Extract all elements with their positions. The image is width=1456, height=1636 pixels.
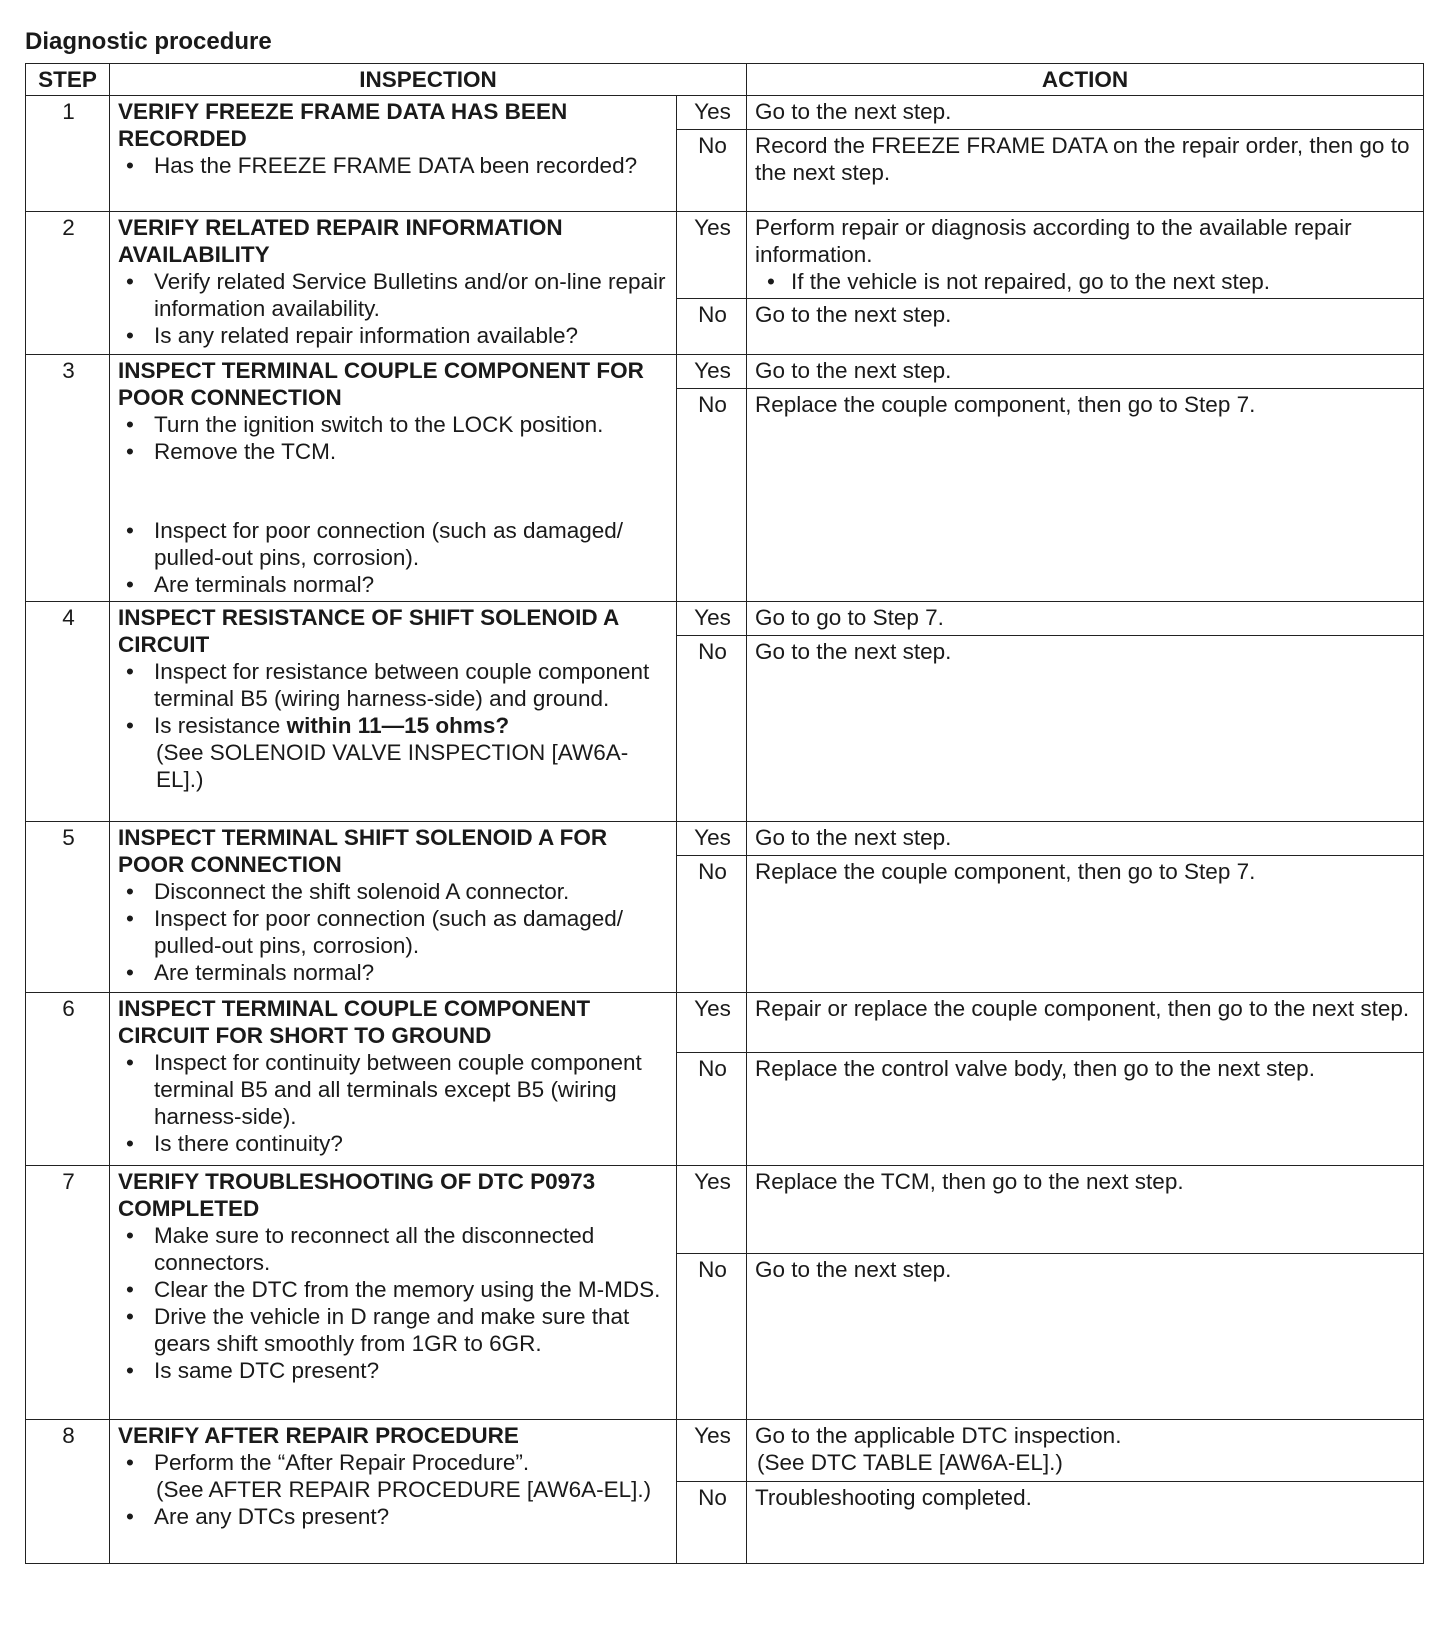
inspection-item: • Has the FREEZE FRAME DATA been recorded? — [154, 152, 670, 179]
reference-link[interactable]: (See DTC TABLE [AW6A-EL].) — [757, 1450, 1063, 1475]
no-label: No — [677, 389, 747, 602]
inspection-item: • Is any related repair information available? — [154, 322, 670, 349]
inspection-cell — [110, 602, 677, 822]
question-bold: within 11—15 ohms? — [286, 713, 510, 738]
table-row — [26, 1420, 1424, 1482]
step-number: 3 — [26, 355, 110, 602]
yes-action — [747, 1420, 1424, 1482]
yes-label: Yes — [677, 602, 747, 636]
inspection-cell — [110, 1420, 677, 1564]
inspection-cell — [110, 212, 677, 355]
no-action: Replace the couple component, then go to Step 7. — [747, 389, 1424, 602]
inspection-item: • Are terminals normal? — [154, 959, 670, 986]
inspection-cell — [110, 355, 677, 602]
no-label: No — [677, 1482, 747, 1564]
yes-action: Go to the next step. — [747, 822, 1424, 856]
step-number: 4 — [26, 602, 110, 822]
no-label: No — [677, 1053, 747, 1166]
yes-label: Yes — [677, 822, 747, 856]
table-row — [26, 822, 1424, 856]
yes-action-bullet: • If the vehicle is not repaired, go to the next step. — [791, 268, 1417, 295]
step-number: 5 — [26, 822, 110, 993]
no-action: Replace the couple component, then go to Step 7. — [747, 856, 1424, 993]
inspection-title: VERIFY RELATED REPAIR INFORMATION AVAILABILITY — [118, 215, 563, 267]
inspection-title: INSPECT TERMINAL COUPLE COMPONENT CIRCUIT FOR SHORT TO GROUND — [118, 996, 591, 1048]
action-header: ACTION — [747, 64, 1424, 96]
step-number: 2 — [26, 212, 110, 355]
diagnostic-procedure-table — [25, 63, 1424, 1564]
question-text: Is resistance — [154, 713, 287, 738]
inspection-item: • Disconnect the shift solenoid A connector. — [154, 878, 670, 905]
yes-label: Yes — [677, 212, 747, 299]
yes-label: Yes — [677, 993, 747, 1053]
inspection-item: • Inspect for resistance between couple component terminal B5 (wiring harness-side) and ground. — [154, 658, 670, 712]
table-row — [26, 1166, 1424, 1254]
table-row — [26, 602, 1424, 636]
inspection-item: • Drive the vehicle in D range and make sure that gears shift smoothly from 1GR to 6GR. — [154, 1303, 670, 1357]
no-label: No — [677, 299, 747, 355]
inspection-item: • Inspect for poor connection (such as damaged/ pulled-out pins, corrosion). — [154, 517, 670, 571]
inspection-item: • Is same DTC present? — [154, 1357, 670, 1384]
no-label: No — [677, 130, 747, 212]
step-number: 6 — [26, 993, 110, 1166]
no-action: Replace the control valve body, then go to the next step. — [747, 1053, 1424, 1166]
reference-link[interactable]: (See AFTER REPAIR PROCEDURE [AW6A-EL].) — [156, 1477, 652, 1502]
yes-action: Go to the next step. — [747, 355, 1424, 389]
inspection-cell — [110, 822, 677, 993]
no-label: No — [677, 856, 747, 993]
yes-action-text: Go to the applicable DTC inspection. — [755, 1423, 1122, 1448]
inspection-item-text: Perform the “After Repair Procedure”. — [154, 1450, 530, 1475]
no-label: No — [677, 636, 747, 822]
inspection-item: • Are terminals normal? — [154, 571, 670, 598]
inspection-title: VERIFY AFTER REPAIR PROCEDURE — [118, 1423, 519, 1448]
no-action: Record the FREEZE FRAME DATA on the repair order, then go to the next step. — [747, 130, 1424, 212]
inspection-title: VERIFY FREEZE FRAME DATA HAS BEEN RECORDED — [118, 99, 568, 151]
yes-action: Go to go to Step 7. — [747, 602, 1424, 636]
inspection-cell — [110, 96, 677, 212]
inspection-cell — [110, 1166, 677, 1420]
table-row — [26, 96, 1424, 130]
yes-action: Go to the next step. — [747, 96, 1424, 130]
yes-action: Repair or replace the couple component, then go to the next step. — [747, 993, 1424, 1053]
inspection-item: • Clear the DTC from the memory using the M-MDS. — [154, 1276, 670, 1303]
yes-action-text: Perform repair or diagnosis according to the available repair information. — [755, 215, 1352, 267]
inspection-item: • Make sure to reconnect all the disconnected connectors. — [154, 1222, 670, 1276]
inspection-item: • Verify related Service Bulletins and/or on-line repair information availability. — [154, 268, 670, 322]
yes-label: Yes — [677, 1166, 747, 1254]
table-header-row — [26, 64, 1424, 96]
table-row — [26, 212, 1424, 299]
yes-label: Yes — [677, 96, 747, 130]
no-action: Go to the next step. — [747, 1254, 1424, 1420]
reference-link[interactable]: (See SOLENOID VALVE INSPECTION [AW6A-EL].) — [156, 740, 629, 792]
inspection-item: • Are any DTCs present? — [154, 1503, 670, 1530]
step-number: 8 — [26, 1420, 110, 1564]
step-number: 7 — [26, 1166, 110, 1420]
no-action: Troubleshooting completed. — [747, 1482, 1424, 1564]
inspection-item — [154, 1449, 670, 1503]
step-header: STEP — [26, 64, 110, 96]
inspection-header: INSPECTION — [110, 64, 747, 96]
inspection-title: INSPECT TERMINAL SHIFT SOLENOID A FOR POOR CONNECTION — [118, 825, 608, 877]
step-number: 1 — [26, 96, 110, 212]
yes-label: Yes — [677, 1420, 747, 1482]
page-title: Diagnostic procedure — [25, 28, 272, 55]
table-row — [26, 993, 1424, 1053]
inspection-item — [154, 712, 670, 793]
inspection-item: • Remove the TCM. — [154, 438, 670, 465]
no-action: Go to the next step. — [747, 636, 1424, 822]
spacer — [118, 465, 670, 517]
table-row — [26, 355, 1424, 389]
inspection-item: • Inspect for continuity between couple component terminal B5 and all terminals except B5 (wiring harness-side). — [154, 1049, 670, 1130]
yes-action — [747, 212, 1424, 299]
no-label: No — [677, 1254, 747, 1420]
inspection-item: • Turn the ignition switch to the LOCK position. — [154, 411, 670, 438]
inspection-title: VERIFY TROUBLESHOOTING OF DTC P0973 COMPLETED — [118, 1169, 596, 1221]
inspection-cell — [110, 993, 677, 1166]
inspection-item: • Inspect for poor connection (such as damaged/ pulled-out pins, corrosion). — [154, 905, 670, 959]
no-action: Go to the next step. — [747, 299, 1424, 355]
inspection-title: INSPECT RESISTANCE OF SHIFT SOLENOID A CIRCUIT — [118, 605, 619, 657]
yes-label: Yes — [677, 355, 747, 389]
inspection-item: • Is there continuity? — [154, 1130, 670, 1157]
yes-action: Replace the TCM, then go to the next step. — [747, 1166, 1424, 1254]
inspection-title: INSPECT TERMINAL COUPLE COMPONENT FOR POOR CONNECTION — [118, 358, 644, 410]
